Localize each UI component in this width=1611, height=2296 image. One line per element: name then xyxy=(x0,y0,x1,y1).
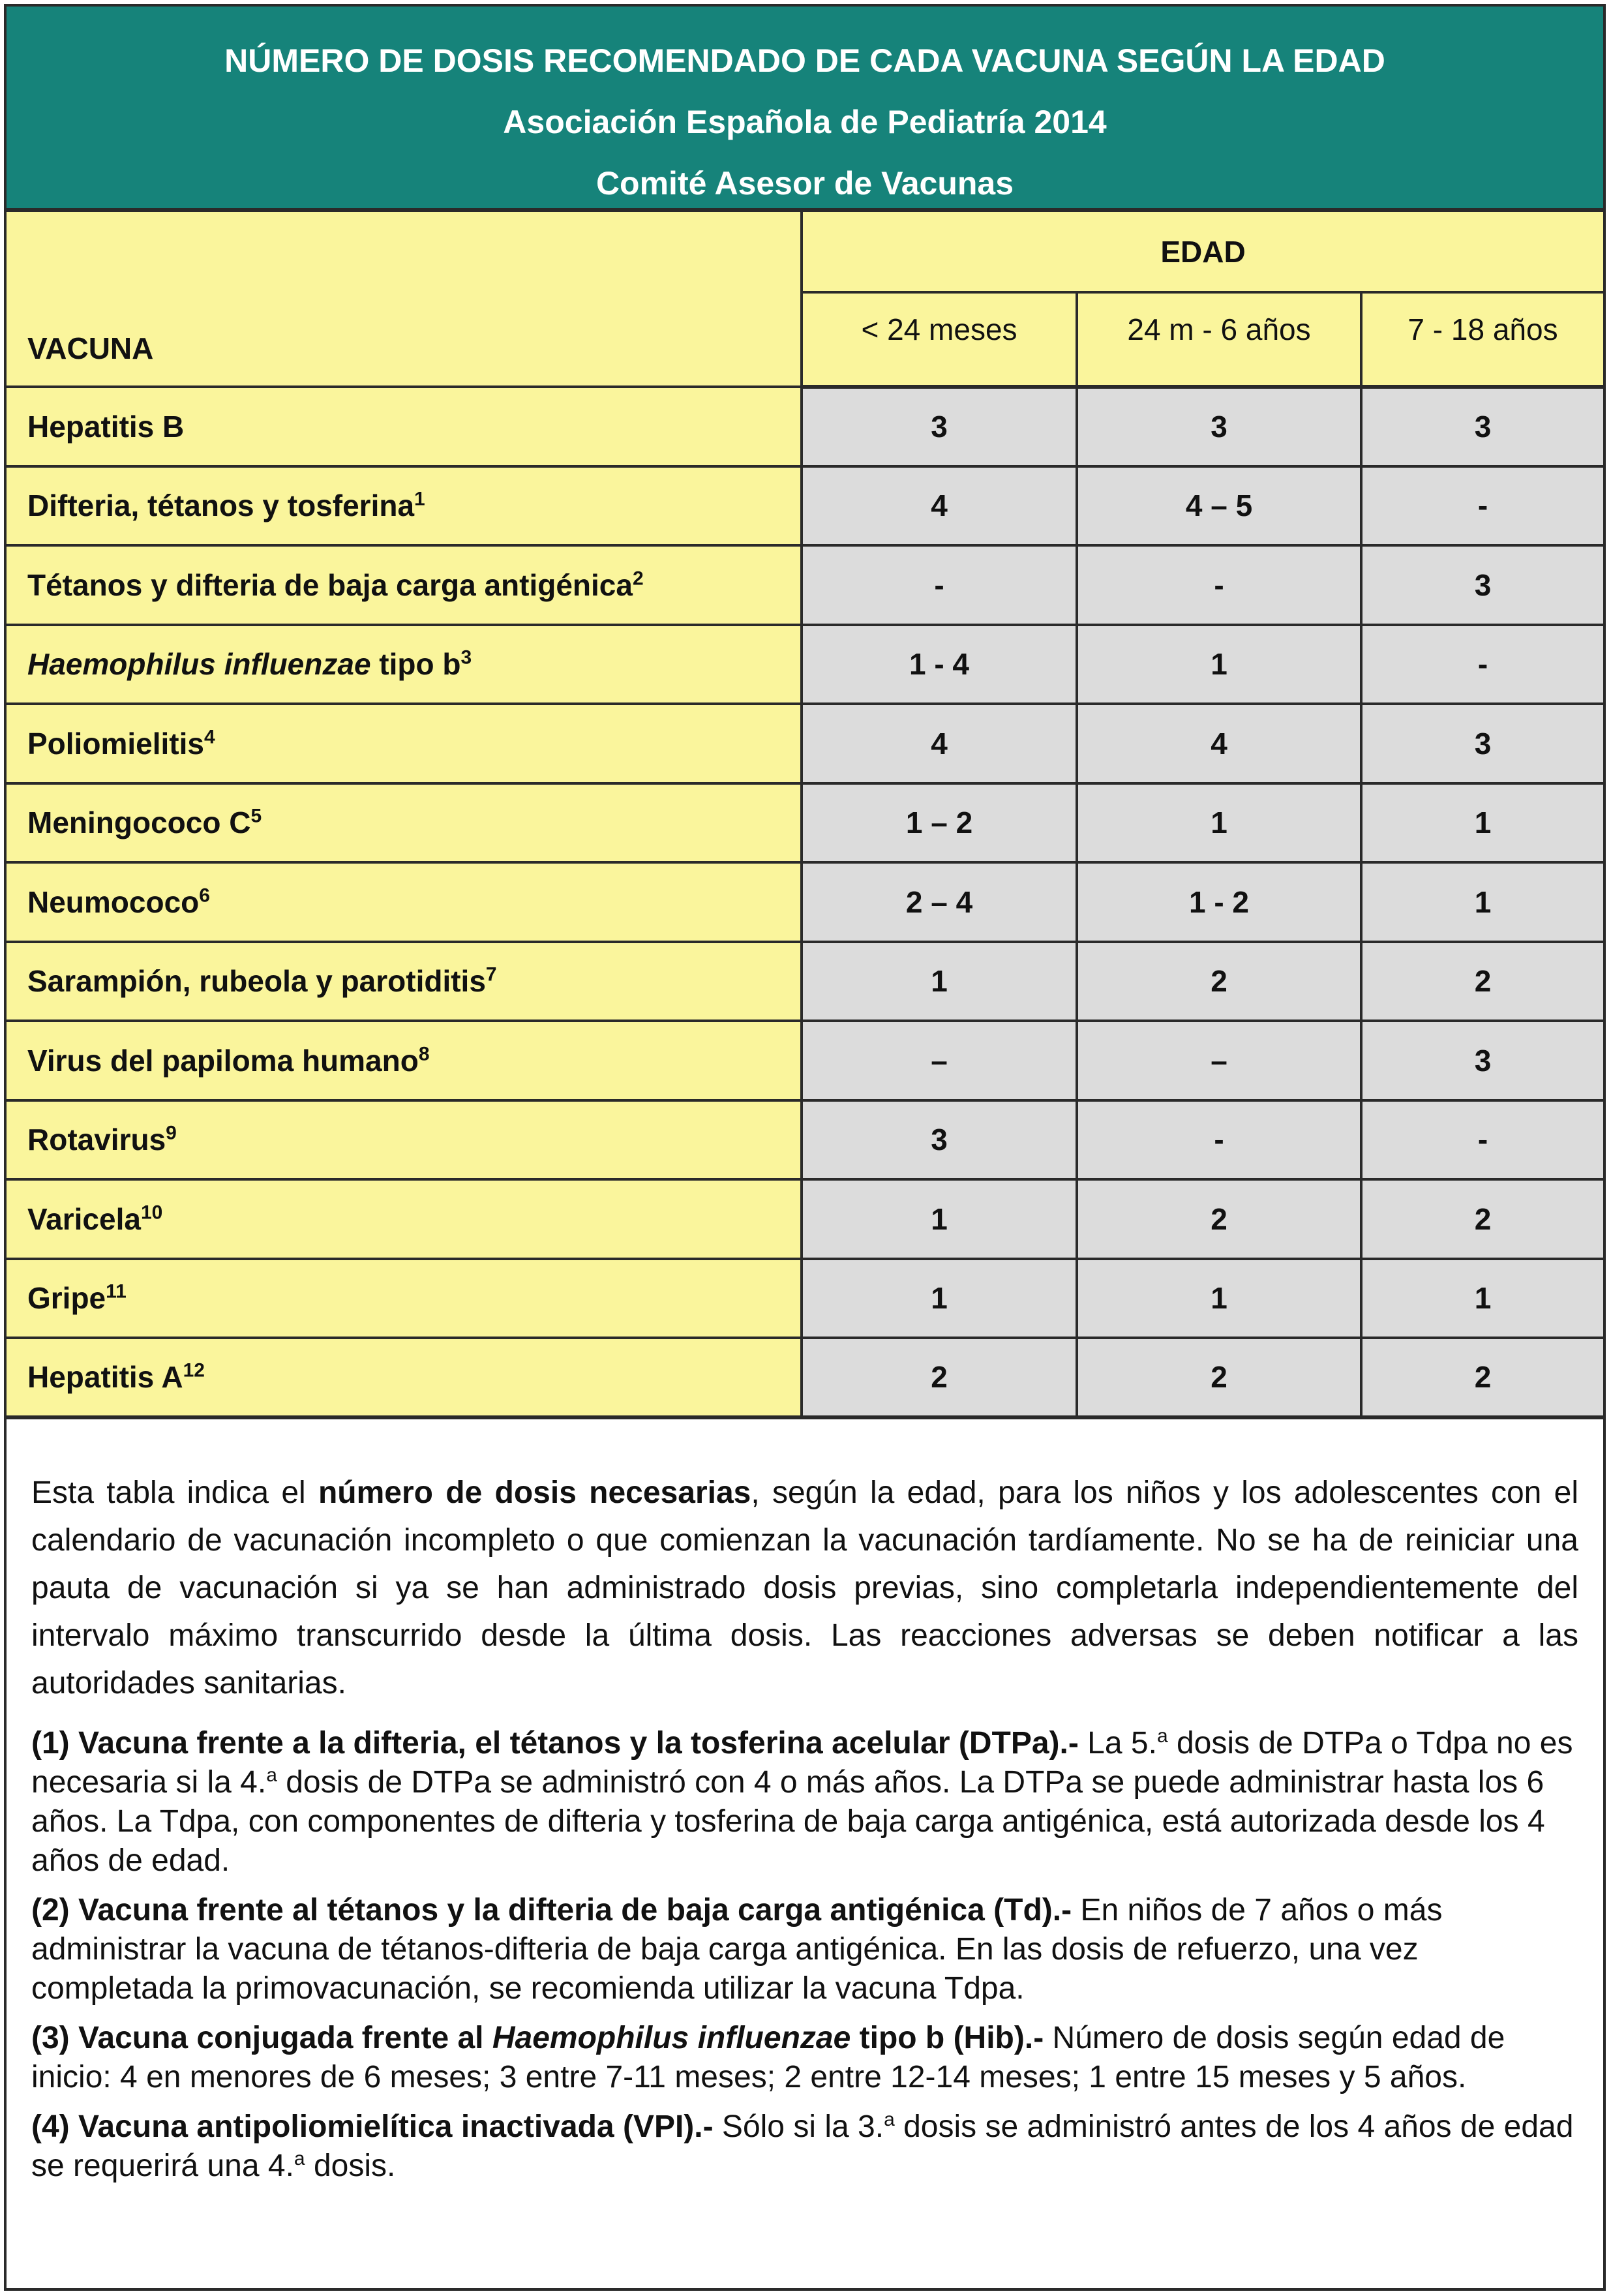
table-title: NÚMERO DE DOSIS RECOMENDADO DE CADA VACUNA SEGÚN LA EDAD xyxy=(224,42,1385,79)
age-column-header: 24 m - 6 años xyxy=(1077,292,1361,387)
dose-cell: 1 xyxy=(1077,783,1361,863)
dose-cell: - xyxy=(1077,1100,1361,1180)
dose-cell: 2 – 4 xyxy=(802,862,1077,942)
dose-cell: 1 xyxy=(802,1179,1077,1259)
notes-section xyxy=(7,1419,1603,2186)
footnote-1: (1) Vacuna frente a la difteria, el tétanos y la tosferina acelular (DTPa).- La 5.$^a$ dosis de DTPa o Tdpa no es necesaria si la 4.$^a$ dosis de DTPa se administró con 4 o más años. La DTPa se puede administrar hasta los 6 años. La Tdpa, con componentes de difteria y tosferina de baja carga antigénica, está autorizada desde los 4 años de edad. xyxy=(31,1725,1573,1878)
dose-cell: 3 xyxy=(1361,387,1603,466)
vaccine-name: Meningococo $C^5$ xyxy=(7,783,802,863)
dose-cell: 1 - 4 xyxy=(802,625,1077,704)
vaccine-name: Difteria, tétanos y tosferina$^1$ xyxy=(7,466,802,546)
dose-cell: 3 xyxy=(802,387,1077,466)
footnote-2: (2) Vacuna frente al tétanos y la difteria de baja carga antigénica (Td).- En niños de 7 años o más administrar la vacuna de tétanos-difteria de baja carga antigénica. En las dosis de refuerzo, una vez completada la primovacunación, se recomienda utilizar la vacuna Tdpa. xyxy=(31,1892,1443,2006)
vaccine-name: Varicela$^{10}$ xyxy=(7,1179,802,1259)
table-row xyxy=(7,1179,1603,1259)
vaccine-column-header: VACUNA xyxy=(7,212,802,387)
age-column-header: 7 - 18 años xyxy=(1361,292,1603,387)
dose-cell: - xyxy=(1361,1100,1603,1180)
dose-cell: 1 xyxy=(1361,783,1603,863)
vaccine-name: Hepatitis B xyxy=(7,387,802,466)
dose-cell: 4 – 5 xyxy=(1077,466,1361,546)
dose-cell: 2 xyxy=(802,1338,1077,1417)
footnote-ref: 10 xyxy=(140,1201,163,1224)
table-row xyxy=(7,545,1603,625)
footnote-ref: 12 xyxy=(183,1359,205,1382)
vaccine-name: Rotavirus$^9$ xyxy=(7,1100,802,1180)
dose-cell: 2 xyxy=(1077,1338,1361,1417)
intro-paragraph: Esta tabla indica el número de dosis necesarias, según la edad, para los niños y los adolescentes con el calendario de vacunación incompleto o que comienzan la vacunación tardíamente. No se ha de reiniciar una pauta de vacunación si ya se han administrado dosis previas, sino completarla independientemente del intervalo máximo transcurrido desde la última dosis. Las reacciones adversas se deben notificar a las autoridades sanitarias. xyxy=(31,1475,1579,1700)
table-row xyxy=(7,704,1603,783)
vaccine-name: Sarampión, rubeola y parotiditis$^7$ xyxy=(7,942,802,1021)
vaccine-name: Gripe$^{11}$ xyxy=(7,1259,802,1338)
dose-cell: - xyxy=(1361,625,1603,704)
dose-cell: 1 xyxy=(802,942,1077,1021)
table-row xyxy=(7,942,1603,1021)
table-row xyxy=(7,466,1603,546)
dose-cell: 4 xyxy=(802,466,1077,546)
table-row xyxy=(7,783,1603,863)
table-header xyxy=(7,7,1603,212)
table-row xyxy=(7,1100,1603,1180)
document-frame xyxy=(4,4,1606,2291)
dose-cell: - xyxy=(1361,466,1603,546)
table-row xyxy=(7,387,1603,466)
dose-cell: 3 xyxy=(1361,1021,1603,1100)
footnote-ref: 6 xyxy=(199,884,210,907)
vaccine-name: Poliomielitis$^4$ xyxy=(7,704,802,783)
dose-cell: 2 xyxy=(1361,1338,1603,1417)
age-column-header: < 24 meses xyxy=(802,292,1077,387)
organization-subtitle: Asociación Española de Pediatría 2014 xyxy=(503,104,1107,140)
footnote-4: (4) Vacuna antipoliomielítica inactivada (VPI).- Sólo si la 3.$^a$ dosis se administró antes de los 4 años de edad se requerirá una 4.$^a$ dosis. xyxy=(31,2108,1574,2183)
footnote-ref: 7 xyxy=(485,963,497,986)
footnote-ref: 3 xyxy=(460,646,472,669)
dose-cell: 1 – 2 xyxy=(802,783,1077,863)
dose-cell: 1 xyxy=(1077,1259,1361,1338)
dose-cell: – xyxy=(802,1021,1077,1100)
dose-cell: 2 xyxy=(1077,942,1361,1021)
dose-cell: 1 - 2 xyxy=(1077,862,1361,942)
footnote-ref: 5 xyxy=(250,805,262,827)
footnote-3: (3) Vacuna conjugada frente al Haemophilus influenzae tipo b (Hib).- Número de dosis según edad de inicio: 4 en menores de 6 meses; 3 entre 7-11 meses; 2 entre 12-14 meses; 1 entre 15 meses y 5 años. xyxy=(31,2020,1505,2094)
dose-cell: 2 xyxy=(1361,942,1603,1021)
dose-cell: 4 xyxy=(1077,704,1361,783)
dose-cell: – xyxy=(1077,1021,1361,1100)
dose-cell: 3 xyxy=(1361,704,1603,783)
vaccine-name: Haemophilus influenzae tipo $b^3$ xyxy=(7,625,802,704)
dose-cell: 2 xyxy=(1361,1179,1603,1259)
dose-cell: 1 xyxy=(1077,625,1361,704)
vaccine-name: Virus del papiloma humano$^8$ xyxy=(7,1021,802,1100)
footnote-ref: 4 xyxy=(203,726,215,748)
dose-cell: 1 xyxy=(802,1259,1077,1338)
table-row xyxy=(7,862,1603,942)
footnote-ref: 9 xyxy=(166,1122,177,1144)
table-row xyxy=(7,625,1603,704)
vaccine-name: Neumococo$^6$ xyxy=(7,862,802,942)
table-row xyxy=(7,1338,1603,1417)
dose-cell: 4 xyxy=(802,704,1077,783)
dose-cell: 1 xyxy=(1361,862,1603,942)
dose-cell: - xyxy=(1077,545,1361,625)
footnote-ref: 2 xyxy=(632,567,644,590)
table-row xyxy=(7,1021,1603,1100)
age-group-header: EDAD xyxy=(802,212,1603,292)
dose-cell: 3 xyxy=(802,1100,1077,1180)
footnote-ref: 11 xyxy=(106,1280,127,1303)
dose-cell: - xyxy=(802,545,1077,625)
footnote-ref: 8 xyxy=(418,1043,430,1065)
footnote-ref: 1 xyxy=(414,488,425,510)
table-row xyxy=(7,1259,1603,1338)
dose-cell: 3 xyxy=(1077,387,1361,466)
vaccine-name: Tétanos y difteria de baja carga antigénica$^2$ xyxy=(7,545,802,625)
vaccine-dose-table xyxy=(7,212,1603,1419)
dose-cell: 1 xyxy=(1361,1259,1603,1338)
committee-subtitle: Comité Asesor de Vacunas xyxy=(595,165,1014,202)
vaccine-name: Hepatitis $A^{12}$ xyxy=(7,1338,802,1417)
dose-cell: 3 xyxy=(1361,545,1603,625)
dose-cell: 2 xyxy=(1077,1179,1361,1259)
